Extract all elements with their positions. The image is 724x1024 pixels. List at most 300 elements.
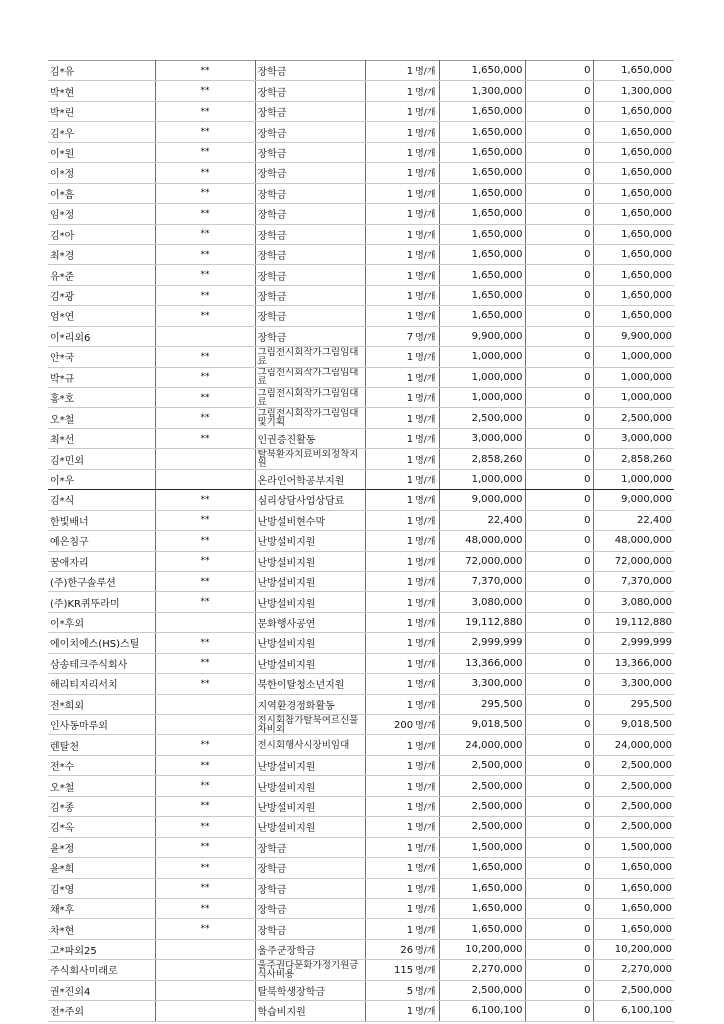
- purpose: 난방설비지원: [257, 762, 316, 774]
- unit-label: 명/개: [415, 905, 436, 916]
- amount: 1,650,000: [471, 208, 523, 220]
- quantity-cell: [365, 408, 439, 428]
- table-row: [48, 510, 674, 530]
- other-amount-cell: [525, 551, 593, 571]
- unit-label: 명/개: [415, 884, 436, 895]
- recipient-name-cell: [48, 980, 155, 1000]
- table-row: [48, 878, 674, 898]
- total-amount-cell: [593, 244, 674, 264]
- quantity: 1: [406, 577, 414, 589]
- recipient-name: 김*식: [50, 496, 75, 508]
- masked-id: **: [200, 740, 210, 751]
- masked-id: **: [200, 392, 210, 403]
- other-amount: 0: [584, 290, 591, 302]
- other-amount: 0: [584, 596, 591, 608]
- total-amount-cell: [593, 408, 674, 428]
- total-amount: 2,270,000: [621, 964, 672, 976]
- recipient-name-cell: [48, 735, 155, 755]
- unit-label: 명/개: [415, 435, 436, 446]
- unit-label: 명/개: [415, 782, 436, 793]
- quantity: 1: [406, 188, 414, 200]
- recipient-name-cell: [48, 326, 155, 346]
- masked-id: **: [200, 883, 210, 894]
- purpose: 그림전시회작가그림임대료: [257, 367, 359, 388]
- quantity: 1: [406, 761, 414, 773]
- table-row: [48, 674, 674, 694]
- quantity: 1: [406, 842, 414, 854]
- amount: 1,650,000: [471, 167, 523, 179]
- unit-label: 명/개: [415, 557, 436, 568]
- recipient-name-cell: [48, 715, 155, 735]
- other-amount-cell: [525, 265, 593, 285]
- purpose-cell: [255, 919, 365, 939]
- other-amount: 0: [584, 167, 591, 179]
- quantity-cell: [365, 776, 439, 796]
- masked-id: **: [200, 65, 210, 76]
- amount: 1,000,000: [471, 392, 523, 404]
- amount: 1,650,000: [471, 923, 523, 935]
- recipient-name-cell: [48, 817, 155, 837]
- unit-label: 명/개: [415, 578, 436, 589]
- masked-id: **: [200, 229, 210, 240]
- quantity-cell: [365, 674, 439, 694]
- recipient-name-cell: [48, 388, 155, 408]
- table-row: [48, 571, 674, 591]
- masked-id: **: [200, 658, 210, 669]
- quantity: 1: [406, 393, 414, 405]
- quantity: 1: [406, 270, 414, 282]
- total-amount: 6,100,100: [621, 1005, 672, 1017]
- quantity: 1: [406, 638, 414, 650]
- table-row: [48, 122, 674, 142]
- recipient-name-cell: [48, 571, 155, 591]
- purpose-cell: [255, 469, 365, 489]
- purpose-cell: [255, 428, 365, 448]
- other-amount-cell: [525, 81, 593, 101]
- masked-id-cell: [155, 388, 255, 408]
- recipient-name: 김*광: [50, 292, 75, 304]
- recipient-name-cell: [48, 204, 155, 224]
- masked-id: **: [200, 413, 210, 424]
- amount: 2,500,000: [471, 800, 523, 812]
- other-amount-cell: [525, 776, 593, 796]
- amount-cell: [439, 694, 525, 714]
- amount-cell: [439, 490, 525, 510]
- total-amount: 2,500,000: [621, 800, 672, 812]
- total-amount: 1,650,000: [621, 228, 672, 240]
- quantity-cell: [365, 183, 439, 203]
- other-amount-cell: [525, 388, 593, 408]
- masked-id-cell: [155, 428, 255, 448]
- quantity: 5: [406, 985, 414, 997]
- masked-id-cell: [155, 980, 255, 1000]
- unit-label: 명/개: [415, 946, 436, 957]
- purpose: 탈북환자치료비외정착지원: [257, 449, 359, 470]
- amount-cell: [439, 469, 525, 489]
- total-amount: 1,650,000: [621, 65, 672, 77]
- total-amount: 24,000,000: [614, 739, 672, 751]
- amount-cell: [439, 980, 525, 1000]
- quantity: 1: [406, 86, 414, 98]
- quantity: 1: [406, 209, 414, 221]
- other-amount-cell: [525, 449, 593, 469]
- total-amount: 2,500,000: [621, 760, 672, 772]
- recipient-name: 꿈애자리: [50, 557, 89, 569]
- total-amount-cell: [593, 183, 674, 203]
- unit-label: 명/개: [415, 87, 436, 98]
- purpose: 학습비지원: [257, 1007, 306, 1019]
- masked-id-cell: [155, 612, 255, 632]
- purpose: 장학금: [257, 230, 287, 242]
- quantity-cell: [365, 919, 439, 939]
- amount-cell: [439, 817, 525, 837]
- total-amount-cell: [593, 469, 674, 489]
- masked-id: **: [200, 270, 210, 281]
- purpose: 장학금: [257, 148, 287, 160]
- other-amount: 0: [584, 146, 591, 158]
- table-row: [48, 776, 674, 796]
- recipient-name-cell: [48, 183, 155, 203]
- amount-cell: [439, 633, 525, 653]
- other-amount: 0: [584, 514, 591, 526]
- masked-id: **: [200, 147, 210, 158]
- quantity: 1: [406, 291, 414, 303]
- purpose-cell: [255, 224, 365, 244]
- unit-label: 명/개: [415, 67, 436, 78]
- total-amount-cell: [593, 81, 674, 101]
- amount: 9,018,500: [471, 719, 523, 731]
- total-amount-cell: [593, 122, 674, 142]
- recipient-name: 최*경: [50, 251, 75, 263]
- purpose-cell: [255, 285, 365, 305]
- masked-id-cell: [155, 878, 255, 898]
- unit-label: 명/개: [415, 210, 436, 221]
- amount: 1,650,000: [471, 228, 523, 240]
- total-amount-cell: [593, 817, 674, 837]
- unit-label: 명/개: [415, 762, 436, 773]
- amount: 6,100,100: [471, 1005, 523, 1017]
- recipient-name: 최*선: [50, 435, 75, 447]
- total-amount-cell: [593, 980, 674, 1000]
- purpose-cell: [255, 592, 365, 612]
- other-amount-cell: [525, 1001, 593, 1021]
- quantity: 1: [406, 863, 414, 875]
- amount: 2,999,999: [471, 637, 523, 649]
- masked-id: **: [200, 208, 210, 219]
- purpose: 장학금: [257, 128, 287, 140]
- other-amount: 0: [584, 535, 591, 547]
- purpose: 장학금: [257, 108, 287, 120]
- amount: 3,000,000: [471, 433, 523, 445]
- unit-label: 명/개: [415, 802, 436, 813]
- table-row: [48, 388, 674, 408]
- total-amount-cell: [593, 224, 674, 244]
- purpose-cell: [255, 551, 365, 571]
- purpose-cell: [255, 531, 365, 551]
- other-amount: 0: [584, 65, 591, 77]
- amount: 10,200,000: [465, 944, 523, 956]
- purpose-cell: [255, 612, 365, 632]
- total-amount-cell: [593, 858, 674, 878]
- other-amount-cell: [525, 347, 593, 367]
- quantity-cell: [365, 633, 439, 653]
- quantity-cell: [365, 817, 439, 837]
- recipient-name-cell: [48, 428, 155, 448]
- unit-label: 명/개: [415, 455, 436, 466]
- masked-id: **: [200, 842, 210, 853]
- total-amount: 1,650,000: [621, 862, 672, 874]
- amount-cell: [439, 285, 525, 305]
- amount-cell: [439, 122, 525, 142]
- masked-id-cell: [155, 633, 255, 653]
- quantity: 1: [406, 924, 414, 936]
- recipient-name: 김*우: [50, 128, 75, 140]
- table-row: [48, 612, 674, 632]
- purpose-cell: [255, 449, 365, 469]
- quantity: 1: [406, 168, 414, 180]
- purpose: 난방설비지원: [257, 823, 316, 835]
- other-amount: 0: [584, 576, 591, 588]
- recipient-name: 이*우: [50, 475, 75, 487]
- other-amount: 0: [584, 249, 591, 261]
- unit-label: 명/개: [415, 639, 436, 650]
- masked-id-cell: [155, 510, 255, 530]
- quantity: 1: [406, 536, 414, 548]
- recipient-name-cell: [48, 837, 155, 857]
- amount-cell: [439, 531, 525, 551]
- quantity: 200: [393, 720, 414, 732]
- purpose-cell: [255, 163, 365, 183]
- amount-cell: [439, 142, 525, 162]
- recipient-name-cell: [48, 551, 155, 571]
- table-row: [48, 694, 674, 714]
- masked-id-cell: [155, 551, 255, 571]
- total-amount-cell: [593, 694, 674, 714]
- recipient-name-cell: [48, 1001, 155, 1021]
- recipient-name: 예은침구: [50, 537, 89, 549]
- quantity-cell: [365, 755, 439, 775]
- purpose: 장학금: [257, 292, 287, 304]
- masked-id-cell: [155, 469, 255, 489]
- unit-label: 명/개: [415, 373, 436, 384]
- amount-cell: [439, 653, 525, 673]
- masked-id: **: [200, 556, 210, 567]
- total-amount-cell: [593, 306, 674, 326]
- table-row: [48, 469, 674, 489]
- other-amount: 0: [584, 433, 591, 445]
- unit-label: 명/개: [415, 1007, 436, 1018]
- quantity-cell: [365, 960, 439, 980]
- amount: 1,500,000: [471, 841, 523, 853]
- quantity: 1: [406, 311, 414, 323]
- other-amount: 0: [584, 657, 591, 669]
- purpose-cell: [255, 510, 365, 530]
- recipient-name-cell: [48, 81, 155, 101]
- purpose: 울주권다문화가정기원금식사비용: [257, 959, 359, 980]
- masked-id: **: [200, 924, 210, 935]
- total-amount-cell: [593, 960, 674, 980]
- purpose: 그림전시회작가그림임대료: [257, 387, 359, 408]
- total-amount-cell: [593, 367, 674, 387]
- amount: 1,650,000: [471, 146, 523, 158]
- masked-id: **: [200, 903, 210, 914]
- purpose: 전시회참가탈북여르신물차비외: [257, 714, 359, 735]
- masked-id-cell: [155, 490, 255, 510]
- amount-cell: [439, 858, 525, 878]
- amount-cell: [439, 204, 525, 224]
- other-amount-cell: [525, 960, 593, 980]
- total-amount-cell: [593, 428, 674, 448]
- amount: 2,500,000: [471, 760, 523, 772]
- quantity: 1: [406, 372, 414, 384]
- amount: 2,500,000: [471, 821, 523, 833]
- quantity-cell: [365, 510, 439, 530]
- unit-label: 명/개: [415, 516, 436, 527]
- total-amount: 2,999,999: [621, 637, 672, 649]
- other-amount: 0: [584, 984, 591, 996]
- total-amount: 1,650,000: [621, 106, 672, 118]
- other-amount: 0: [584, 187, 591, 199]
- amount-cell: [439, 101, 525, 121]
- other-amount: 0: [584, 964, 591, 976]
- masked-id-cell: [155, 776, 255, 796]
- masked-id-cell: [155, 1001, 255, 1021]
- unit-label: 명/개: [415, 496, 436, 507]
- quantity-cell: [365, 1001, 439, 1021]
- masked-id-cell: [155, 408, 255, 428]
- total-amount: 9,000,000: [621, 494, 672, 506]
- purpose-cell: [255, 306, 365, 326]
- amount-cell: [439, 326, 525, 346]
- total-amount-cell: [593, 285, 674, 305]
- other-amount: 0: [584, 1005, 591, 1017]
- table-row: [48, 61, 674, 81]
- amount: 1,650,000: [471, 903, 523, 915]
- total-amount-cell: [593, 796, 674, 816]
- table-row: [48, 653, 674, 673]
- masked-id-cell: [155, 898, 255, 918]
- quantity-cell: [365, 163, 439, 183]
- purpose: 북한이탈청소년지원: [257, 680, 345, 692]
- purpose: 난방설비지원: [257, 537, 316, 549]
- other-amount-cell: [525, 735, 593, 755]
- purpose-cell: [255, 898, 365, 918]
- total-amount: 1,650,000: [621, 187, 672, 199]
- amount-cell: [439, 347, 525, 367]
- other-amount: 0: [584, 719, 591, 731]
- other-amount: 0: [584, 923, 591, 935]
- total-amount: 9,900,000: [621, 330, 672, 342]
- other-amount-cell: [525, 694, 593, 714]
- recipient-name-cell: [48, 224, 155, 244]
- purpose-cell: [255, 817, 365, 837]
- total-amount: 48,000,000: [614, 535, 672, 547]
- amount: 1,000,000: [471, 371, 523, 383]
- quantity-cell: [365, 326, 439, 346]
- total-amount-cell: [593, 633, 674, 653]
- total-amount: 1,000,000: [621, 371, 672, 383]
- unit-label: 명/개: [415, 271, 436, 282]
- amount-cell: [439, 735, 525, 755]
- table-row: [48, 428, 674, 448]
- other-amount-cell: [525, 61, 593, 81]
- purpose: 장학금: [257, 843, 287, 855]
- amount-cell: [439, 755, 525, 775]
- amount-cell: [439, 837, 525, 857]
- recipient-name-cell: [48, 142, 155, 162]
- recipient-name-cell: [48, 347, 155, 367]
- masked-id: **: [200, 781, 210, 792]
- other-amount: 0: [584, 412, 591, 424]
- total-amount: 10,200,000: [614, 944, 672, 956]
- masked-id-cell: [155, 919, 255, 939]
- amount: 13,366,000: [465, 657, 523, 669]
- purpose: 난방설비지원: [257, 557, 316, 569]
- masked-id-cell: [155, 796, 255, 816]
- total-amount: 1,650,000: [621, 146, 672, 158]
- purpose-cell: [255, 837, 365, 857]
- total-amount-cell: [593, 101, 674, 121]
- recipient-name: 유*준: [50, 271, 75, 283]
- masked-id-cell: [155, 224, 255, 244]
- total-amount-cell: [593, 265, 674, 285]
- masked-id-cell: [155, 101, 255, 121]
- total-amount-cell: [593, 878, 674, 898]
- masked-id-cell: [155, 326, 255, 346]
- amount: 2,500,000: [471, 412, 523, 424]
- table-row: [48, 919, 674, 939]
- recipient-name-cell: [48, 674, 155, 694]
- masked-id: **: [200, 188, 210, 199]
- purpose: 장학금: [257, 67, 287, 79]
- purpose-cell: [255, 674, 365, 694]
- recipient-name: 오*철: [50, 782, 75, 794]
- quantity: 1: [406, 883, 414, 895]
- quantity-cell: [365, 592, 439, 612]
- quantity-cell: [365, 306, 439, 326]
- amount-cell: [439, 674, 525, 694]
- recipient-name: 엄*연: [50, 312, 75, 324]
- masked-id: **: [200, 821, 210, 832]
- purpose-cell: [255, 878, 365, 898]
- total-amount: 19,112,880: [614, 617, 672, 629]
- purpose-cell: [255, 204, 365, 224]
- recipient-name: 채*후: [50, 905, 75, 917]
- amount-cell: [439, 551, 525, 571]
- quantity-cell: [365, 61, 439, 81]
- recipient-name: 이*후외: [50, 619, 84, 631]
- other-amount-cell: [525, 469, 593, 489]
- quantity: 1: [406, 147, 414, 159]
- unit-label: 명/개: [415, 108, 436, 119]
- masked-id: **: [200, 167, 210, 178]
- purpose: 장학금: [257, 169, 287, 181]
- quantity: 1: [406, 822, 414, 834]
- total-amount-cell: [593, 755, 674, 775]
- recipient-name: 이*흠: [50, 189, 75, 201]
- recipient-name: 삼송테크주식회사: [50, 659, 128, 671]
- masked-id-cell: [155, 61, 255, 81]
- amount-cell: [439, 388, 525, 408]
- recipient-name: 차*현: [50, 925, 75, 937]
- purpose-cell: [255, 858, 365, 878]
- quantity-cell: [365, 531, 439, 551]
- amount: 1,650,000: [471, 65, 523, 77]
- total-amount-cell: [593, 898, 674, 918]
- unit-label: 명/개: [415, 843, 436, 854]
- other-amount-cell: [525, 858, 593, 878]
- purpose: 난방설비지원: [257, 598, 316, 610]
